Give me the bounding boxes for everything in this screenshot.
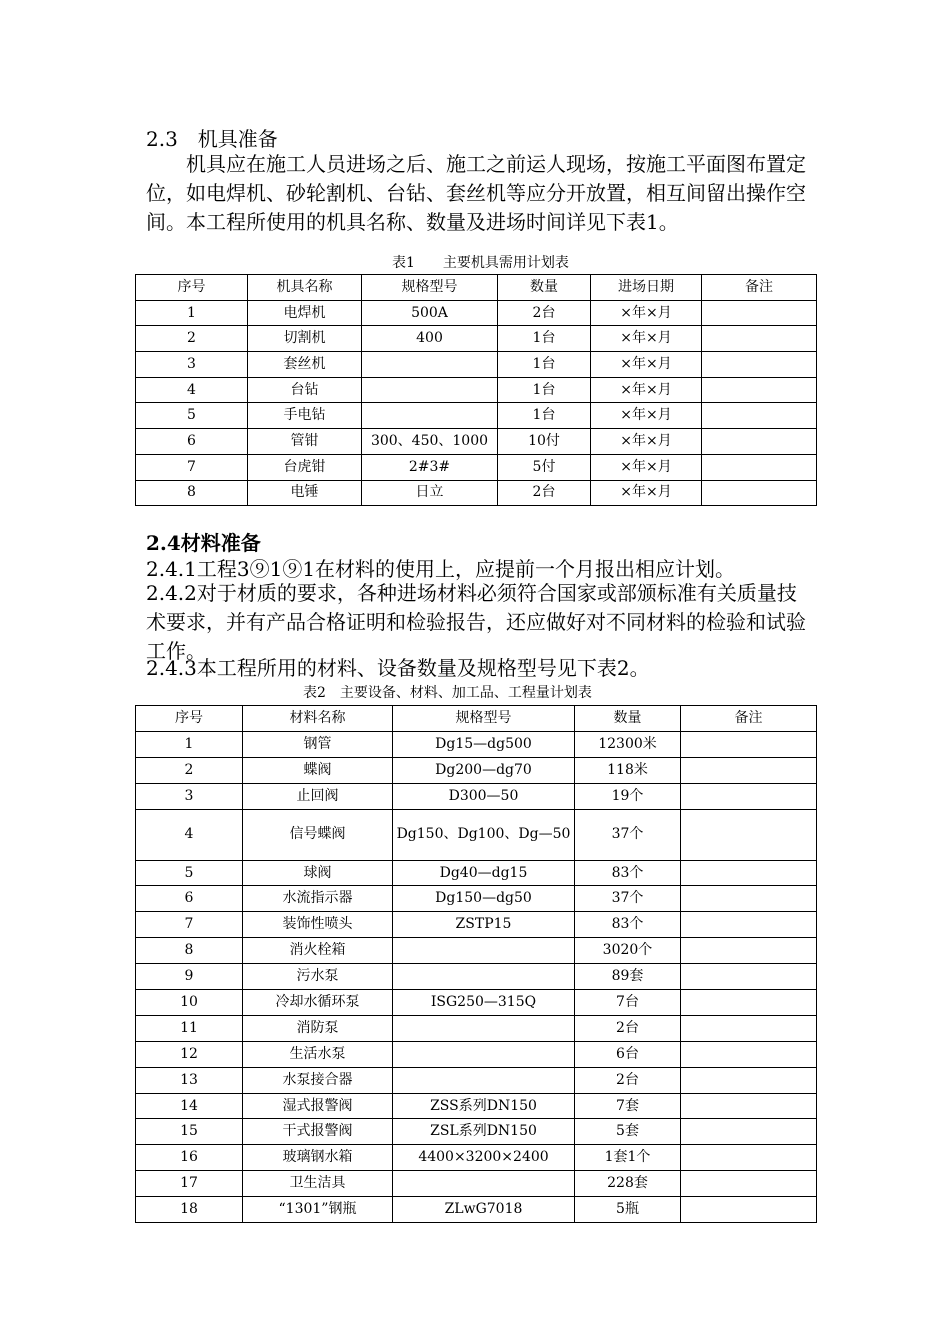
table-cell <box>681 886 817 912</box>
section-heading-2-3: 2.3 机具准备 <box>146 127 278 151</box>
table-cell: ×年×月 <box>591 326 702 352</box>
table-row <box>136 964 817 990</box>
table-row <box>136 1015 817 1041</box>
table-row <box>136 429 817 455</box>
table-cell: 1台 <box>498 326 591 352</box>
table-cell <box>681 1067 817 1093</box>
section-paragraph-2-4-3: 2.4.3本工程所用的材料、设备数量及规格型号见下表2。 <box>146 656 650 680</box>
table-cell: ×年×月 <box>591 454 702 480</box>
table-cell: Dg150—dg50 <box>393 886 575 912</box>
header-cell: 机具名称 <box>248 275 362 301</box>
table-cell: 12300米 <box>575 731 681 757</box>
table-cell: 83个 <box>575 860 681 886</box>
table-row <box>136 1119 817 1145</box>
table-cell: 湿式报警阀 <box>243 1093 393 1119</box>
table-cell: ZLwG7018 <box>393 1197 575 1223</box>
table-cell: 2#3# <box>362 454 498 480</box>
table-cell: 卫生洁具 <box>243 1171 393 1197</box>
table-cell: 7台 <box>575 990 681 1016</box>
table-cell: ×年×月 <box>591 300 702 326</box>
table-cell: 13 <box>136 1067 243 1093</box>
table-cell: Dg200—dg70 <box>393 757 575 783</box>
table2-caption: 表2 主要设备、材料、加工品、工程量计划表 <box>303 685 592 701</box>
section-paragraph-2-4-1: 2.4.1工程3⑨1⑨1在材料的使用上，应提前一个月报出相应计划。 <box>146 557 736 581</box>
table-cell <box>702 326 817 352</box>
table-cell: 6台 <box>575 1041 681 1067</box>
table-cell: 14 <box>136 1093 243 1119</box>
table-cell: 3 <box>136 783 243 809</box>
table-cell: 1台 <box>498 403 591 429</box>
table-cell: 7套 <box>575 1093 681 1119</box>
table-row <box>136 860 817 886</box>
table-cell: 1套1个 <box>575 1145 681 1171</box>
table-cell: ×年×月 <box>591 480 702 506</box>
table-cell <box>681 938 817 964</box>
table-cell <box>702 300 817 326</box>
table-cell: 2 <box>136 326 248 352</box>
table-row <box>136 938 817 964</box>
table-row <box>136 783 817 809</box>
table-cell: Dg40—dg15 <box>393 860 575 886</box>
table-cell: ×年×月 <box>591 352 702 378</box>
table-cell <box>681 809 817 860</box>
table-cell: ×年×月 <box>591 403 702 429</box>
table-cell <box>681 1119 817 1145</box>
table-cell: 套丝机 <box>248 352 362 378</box>
table-cell: Dg15—dg500 <box>393 731 575 757</box>
header-cell: 规格型号 <box>393 706 575 732</box>
table-cell: 228套 <box>575 1171 681 1197</box>
table-cell: 3020个 <box>575 938 681 964</box>
section-paragraph-2-4-2: 2.4.2对于材质的要求，各种进场材料必须符合国家或部颁标准有关质量技术要求，并有产品合格证明和检验报告，还应做好对不同材料的检验和试验工作。 <box>146 581 806 663</box>
section-heading-2-4: 2.4材料准备 <box>146 531 261 555</box>
table-cell: 7 <box>136 912 243 938</box>
table-cell: 18 <box>136 1197 243 1223</box>
table-row <box>136 1093 817 1119</box>
table-cell <box>681 731 817 757</box>
table-cell: 11 <box>136 1015 243 1041</box>
table-cell <box>393 1171 575 1197</box>
table-cell <box>702 377 817 403</box>
table-cell: 4 <box>136 809 243 860</box>
table-cell: 83个 <box>575 912 681 938</box>
table-row <box>136 352 817 378</box>
table-cell: 10付 <box>498 429 591 455</box>
table-cell: 300、450、1000 <box>362 429 498 455</box>
header-cell: 序号 <box>136 706 243 732</box>
table-cell: 消防泵 <box>243 1015 393 1041</box>
table-row <box>136 731 817 757</box>
table-cell: 12 <box>136 1041 243 1067</box>
materials-plan-table <box>135 705 817 1223</box>
table-cell <box>681 912 817 938</box>
table-cell <box>681 757 817 783</box>
table-cell: 6 <box>136 429 248 455</box>
table-cell: 水泵接合器 <box>243 1067 393 1093</box>
table-cell: 手电钻 <box>248 403 362 429</box>
table-cell: 37个 <box>575 886 681 912</box>
table-cell: 3 <box>136 352 248 378</box>
table-cell: 切割机 <box>248 326 362 352</box>
table-cell <box>681 1197 817 1223</box>
table-cell: 37个 <box>575 809 681 860</box>
header-cell: 数量 <box>498 275 591 301</box>
table-row <box>136 403 817 429</box>
table-cell: ZSL系列DN150 <box>393 1119 575 1145</box>
table-cell: 钢管 <box>243 731 393 757</box>
table-cell <box>681 1145 817 1171</box>
table-cell <box>362 352 498 378</box>
table-cell: 5套 <box>575 1119 681 1145</box>
table-cell: 400 <box>362 326 498 352</box>
table-cell: 8 <box>136 938 243 964</box>
table-cell: 1台 <box>498 352 591 378</box>
table-cell: 2台 <box>575 1067 681 1093</box>
table-cell: 1 <box>136 300 248 326</box>
table-cell <box>702 454 817 480</box>
table-cell: 1 <box>136 731 243 757</box>
table-cell: 5付 <box>498 454 591 480</box>
table-row <box>136 1171 817 1197</box>
table-cell: 6 <box>136 886 243 912</box>
table-cell: 89套 <box>575 964 681 990</box>
table-cell: ×年×月 <box>591 429 702 455</box>
table-row <box>136 377 817 403</box>
table-row <box>136 1145 817 1171</box>
table-cell <box>702 480 817 506</box>
table-cell: 5瓶 <box>575 1197 681 1223</box>
table-cell: 4 <box>136 377 248 403</box>
table-cell <box>393 1067 575 1093</box>
table-cell: 生活水泵 <box>243 1041 393 1067</box>
table-cell: 台钻 <box>248 377 362 403</box>
table-cell: 2台 <box>498 480 591 506</box>
table-row <box>136 326 817 352</box>
header-cell: 备注 <box>702 275 817 301</box>
table-cell: 止回阀 <box>243 783 393 809</box>
table-header-row <box>136 706 817 732</box>
header-cell: 规格型号 <box>362 275 498 301</box>
table-cell: 4400×3200×2400 <box>393 1145 575 1171</box>
table-cell: 7 <box>136 454 248 480</box>
header-cell: 数量 <box>575 706 681 732</box>
table-cell: 118米 <box>575 757 681 783</box>
table-cell <box>702 403 817 429</box>
table-cell: Dg150、Dg100、Dg—50 <box>393 809 575 860</box>
table-cell: 500A <box>362 300 498 326</box>
table-cell <box>681 1041 817 1067</box>
table-cell: 1台 <box>498 377 591 403</box>
table-cell: 9 <box>136 964 243 990</box>
table-cell: “1301”钢瓶 <box>243 1197 393 1223</box>
table1-caption: 表1 主要机具需用计划表 <box>392 255 569 271</box>
table-cell: 消火栓箱 <box>243 938 393 964</box>
table-cell: ZSTP15 <box>393 912 575 938</box>
paragraph-text: 机具应在施工人员进场之后、施工之前运人现场，按施工平面图布置定位，如电焊机、砂轮割机、台钻、套丝机等应分开放置，相互间留出操作空间。本工程所使用的机具名称、数量及进场时间详见下表1。 <box>146 152 806 234</box>
table-cell <box>681 860 817 886</box>
table-cell: ×年×月 <box>591 377 702 403</box>
table-cell <box>681 1093 817 1119</box>
table-cell: 冷却水循环泵 <box>243 990 393 1016</box>
table-cell: 10 <box>136 990 243 1016</box>
header-cell: 序号 <box>136 275 248 301</box>
table-cell <box>362 377 498 403</box>
table-cell <box>681 1171 817 1197</box>
table-cell: 装饰性喷头 <box>243 912 393 938</box>
table-cell: ZSS系列DN150 <box>393 1093 575 1119</box>
table-row <box>136 886 817 912</box>
table-cell: 2 <box>136 757 243 783</box>
table-row <box>136 1041 817 1067</box>
table-cell: 5 <box>136 403 248 429</box>
table-row <box>136 480 817 506</box>
table-cell: 水流指示器 <box>243 886 393 912</box>
table-cell <box>681 990 817 1016</box>
table-cell: 电焊机 <box>248 300 362 326</box>
table-cell: 19个 <box>575 783 681 809</box>
table-cell: 日立 <box>362 480 498 506</box>
table-cell: 管钳 <box>248 429 362 455</box>
table-cell: D300—50 <box>393 783 575 809</box>
table-cell: 球阀 <box>243 860 393 886</box>
table-cell: 5 <box>136 860 243 886</box>
table-cell: 干式报警阀 <box>243 1119 393 1145</box>
table-cell <box>393 964 575 990</box>
table-cell: 8 <box>136 480 248 506</box>
table-cell: 玻璃钢水箱 <box>243 1145 393 1171</box>
table-cell <box>393 1015 575 1041</box>
table-cell <box>681 1015 817 1041</box>
table-cell: ISG250—315Q <box>393 990 575 1016</box>
table-cell <box>393 1041 575 1067</box>
table-cell: 信号蝶阀 <box>243 809 393 860</box>
table-cell <box>702 352 817 378</box>
machinery-plan-table <box>135 274 817 506</box>
table-row <box>136 990 817 1016</box>
table-row <box>136 809 817 860</box>
table-cell <box>702 429 817 455</box>
table-cell <box>681 964 817 990</box>
table-row <box>136 1197 817 1223</box>
table-row <box>136 757 817 783</box>
table-cell: 17 <box>136 1171 243 1197</box>
table-cell: 16 <box>136 1145 243 1171</box>
table-row <box>136 912 817 938</box>
table-cell <box>393 938 575 964</box>
header-cell: 材料名称 <box>243 706 393 732</box>
table-cell: 2台 <box>575 1015 681 1041</box>
table-header-row <box>136 275 817 301</box>
table-cell: 15 <box>136 1119 243 1145</box>
table-cell: 污水泵 <box>243 964 393 990</box>
table-cell <box>681 783 817 809</box>
header-cell: 备注 <box>681 706 817 732</box>
table-row <box>136 300 817 326</box>
section-paragraph-2-3 <box>146 150 808 237</box>
table-cell: 台虎钳 <box>248 454 362 480</box>
table-cell: 蝶阀 <box>243 757 393 783</box>
table-cell <box>362 403 498 429</box>
table-row <box>136 454 817 480</box>
table-cell: 电锤 <box>248 480 362 506</box>
header-cell: 进场日期 <box>591 275 702 301</box>
table-cell: 2台 <box>498 300 591 326</box>
table-row <box>136 1067 817 1093</box>
